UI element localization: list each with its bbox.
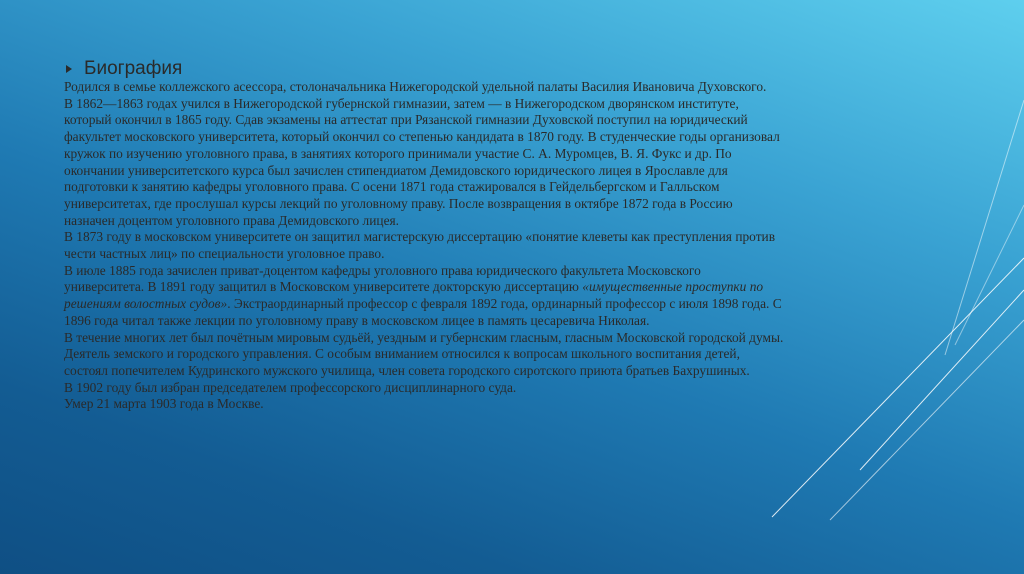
heading-text: Биография bbox=[84, 58, 183, 79]
paragraph-1: Родился в семье коллежского асессора, столоначальника Нижегородской удельной палаты Василия Ивановича Духовского. bbox=[64, 79, 767, 94]
bullet-triangle-icon bbox=[66, 65, 72, 73]
deco-line-2 bbox=[860, 290, 1024, 470]
paragraph-6: В 1902 году был избран председателем профессорского дисциплинарного суда. bbox=[64, 379, 517, 395]
dissertation-title: «имущественные проступки по решениям волостных судов» bbox=[64, 279, 764, 312]
biography-text bbox=[64, 79, 784, 413]
deco-line-1 bbox=[772, 258, 1024, 517]
deco-line-4 bbox=[945, 100, 1024, 355]
paragraph-4-before: В июле 1885 года зачислен приват-доцентом кафедры уголовного права юридического факультета Московского университета. В 1891 году защитил в Московском университете докторскую диссертацию bbox=[64, 262, 701, 295]
paragraph-2: В 1862—1863 годах учился в Нижегородской губернской гимназии, затем — в Нижегородском дворянском институте, который окончил в 1865 году. Сдав экзамены на аттестат при Рязанской гимназии Духовской поступил на юридический факультет московского университета, который окончил со степенью кандидата в 1870 году. В студенческие годы организовал кружок по изучению уголовного права, в занятиях которого принимали участие С. А. Муромцев, В. Я. Фукс и др. По окончании университетского курса был зачислен стипендиатом Демидовского юридического лицея в Ярославле для подготовки к занятию кафедры уголовного права. С осени 1871 года стажировался в Гейдельбергском и Галльском университетах, где прослушал курсы лекций по уголовному праву. После возвращения в октябре 1872 года в Россию назначен доцентом уголовного права Демидовского лицея. bbox=[64, 95, 780, 228]
paragraph-4 bbox=[64, 263, 784, 330]
slide-heading bbox=[66, 58, 182, 80]
paragraph-7: Умер 21 марта 1903 года в Москве. bbox=[64, 396, 264, 412]
paragraph-5: В течение многих лет был почётным мировым судьёй, уездным и губернским гласным, гласным Московской городской думы. Деятель земского и городского управления. С особым вниманием относился к вопросам школьного воспитания детей, состоял попечителем Кудринского мужского училища, член совета городского сиротского приюта братьев Бахрушиных. bbox=[64, 329, 784, 378]
paragraph-4-after: . Экстраординарный профессор с февраля 1892 года, ординарный профессор с июля 1898 года. С 1896 года читал также лекции по уголовному праву в московском лицее в память цесаревича Николая. bbox=[64, 296, 782, 328]
deco-line-5 bbox=[955, 205, 1024, 345]
paragraph-3: В 1873 году в московском университете он защитил магистерскую диссертацию «понятие клеветы как преступления против чести частных лиц» по специальности уголовное право. bbox=[64, 229, 776, 262]
deco-line-3 bbox=[830, 320, 1024, 520]
